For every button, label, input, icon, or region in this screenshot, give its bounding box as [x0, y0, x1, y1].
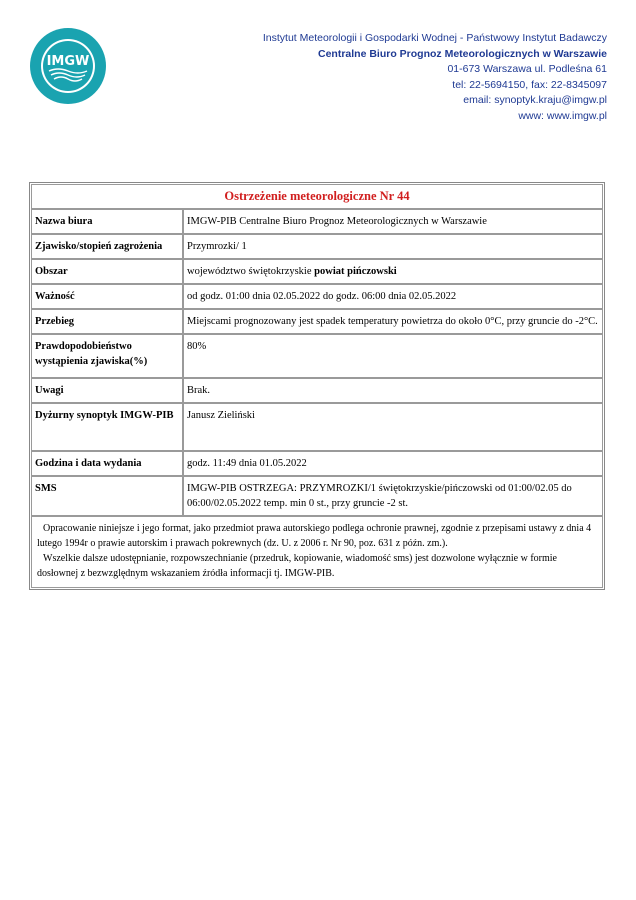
row-value [183, 451, 603, 476]
office-header [263, 31, 607, 125]
table-row [31, 234, 603, 259]
table-row [31, 209, 603, 234]
row-value-text: województwo świętokrzyskie [187, 266, 312, 277]
warning-rows [31, 209, 603, 516]
table-row [31, 284, 603, 309]
row-value-bold: powiat pińczowski [314, 266, 397, 277]
row-value-text: Janusz Zieliński [187, 410, 255, 421]
row-value-text: IMGW-PIB Centralne Biuro Prognoz Meteorologicznych w Warszawie [187, 216, 487, 227]
table-row [31, 476, 603, 516]
row-value-text: IMGW-PIB OSTRZEGA: PRZYMROZKI/1 świętokrzyskie/pińczowski od 01:00/02.05 do 06:00/02.05.2022 temp. min 0 st., przy gruncie -2 st. [187, 483, 572, 509]
copyright-note [31, 516, 603, 588]
row-value [183, 378, 603, 403]
table-row [31, 334, 603, 378]
imgw-logo-icon [29, 27, 107, 105]
row-value-text: godz. 11:49 dnia 01.05.2022 [187, 458, 307, 469]
row-label: Nazwa biura [31, 209, 183, 234]
row-value-text: Brak. [187, 385, 211, 396]
row-label: Dyżurny synoptyk IMGW-PIB [31, 403, 183, 451]
table-row [31, 378, 603, 403]
row-value [183, 309, 603, 334]
warning-frame [29, 182, 605, 590]
logo-text: IMGW [46, 54, 90, 69]
table-row [31, 403, 603, 451]
row-label: Przebieg [31, 309, 183, 334]
row-value [183, 209, 603, 234]
office-name: Centralne Biuro Prognoz Meteorologicznych w Warszawie [318, 47, 607, 60]
phone-fax: tel: 22-5694150, fax: 22-8345097 [452, 78, 607, 91]
table-row [31, 309, 603, 334]
row-label: Zjawisko/stopień zagrożenia [31, 234, 183, 259]
warning-title: Ostrzeżenie meteorologiczne Nr 44 [31, 184, 603, 209]
row-value [183, 284, 603, 309]
row-value-text: Przymrozki/ 1 [187, 241, 247, 252]
row-value [183, 259, 603, 284]
row-label: Ważność [31, 284, 183, 309]
imgw-logo [29, 27, 107, 105]
row-label: Obszar [31, 259, 183, 284]
row-value-text: Miejscami prognozowany jest spadek temperatury powietrza do około 0°C, przy gruncie do -2°C. [187, 316, 598, 327]
website[interactable]: www: www.imgw.pl [518, 109, 607, 122]
row-value [183, 476, 603, 516]
table-row [31, 259, 603, 284]
copyright-paragraph-2: Wszelkie dalsze udostępnianie, rozpowszechnianie (przedruk, kopiowanie, wiadomość sms) jest dozwolone wyłącznie w formie dosłownej z bezwzględnym wskazaniem źródła informacji tj. IMGW-PIB. [37, 553, 557, 579]
row-label: SMS [31, 476, 183, 516]
row-value-text: od godz. 01:00 dnia 02.05.2022 do godz. 06:00 dnia 02.05.2022 [187, 291, 457, 302]
table-row [31, 451, 603, 476]
email[interactable]: email: synoptyk.kraju@imgw.pl [463, 94, 607, 107]
row-label: Uwagi [31, 378, 183, 403]
row-value [183, 403, 603, 451]
institute-name: Instytut Meteorologii i Gospodarki Wodnej - Państwowy Instytut Badawczy [262, 32, 607, 44]
address: 01-673 Warszawa ul. Podleśna 61 [447, 63, 607, 76]
row-value-text: 80% [187, 341, 207, 352]
copyright-paragraph-1: Opracowanie niniejsze i jego format, jako przedmiot prawa autorskiego podlega ochronie prawnej, zgodnie z przepisami ustawy z dnia 4 lutego 1994r o prawie autorskim i prawach pokrewnych (dz. U. z 2006 r. Nr 90, poz. 631 z późn. zm.). [37, 523, 592, 549]
row-label: Godzina i data wydania [31, 451, 183, 476]
row-label: Prawdopodobieństwo wystąpienia zjawiska(%) [31, 334, 183, 378]
row-value [183, 334, 603, 378]
warning-table [31, 184, 603, 516]
row-value [183, 234, 603, 259]
